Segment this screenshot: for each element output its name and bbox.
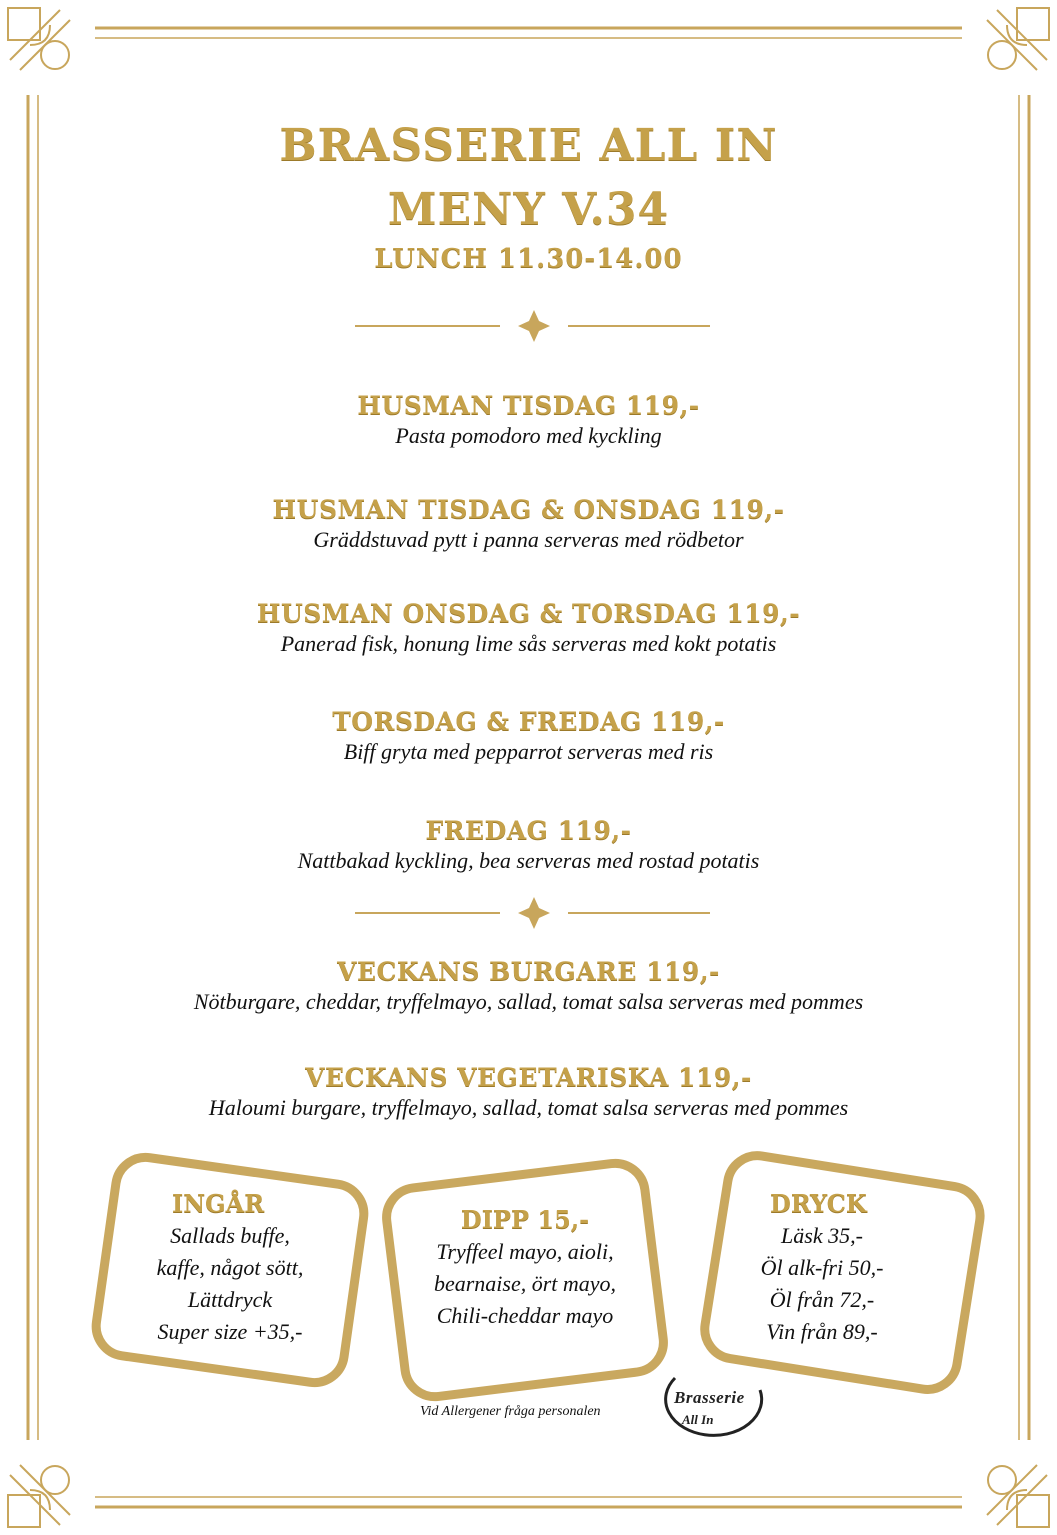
menu-item-name: HUSMAN TISDAG & ONSDAG 119,- bbox=[272, 495, 785, 524]
box-line: Öl alk-fri 50,- bbox=[760, 1255, 884, 1280]
menu-item-description: Gräddstuvad pytt i panna serveras med rödbetor bbox=[313, 527, 744, 552]
ingar-box bbox=[120, 1188, 340, 1348]
menu-item bbox=[0, 815, 1057, 875]
box-line: Super size +35,- bbox=[157, 1319, 303, 1344]
restaurant-name: BRASSERIE ALL IN bbox=[279, 120, 778, 171]
allergen-note: Vid Allergener fråga personalen bbox=[420, 1404, 601, 1419]
box-title: DIPP 15,- bbox=[460, 1205, 590, 1234]
box-title: INGÅR bbox=[172, 1189, 265, 1218]
box-line: Chili-cheddar mayo bbox=[436, 1303, 614, 1328]
menu-item-description: Nattbakad kyckling, bea serveras med rostad potatis bbox=[297, 848, 760, 873]
menu-item-name: HUSMAN TISDAG 119,- bbox=[357, 391, 700, 420]
menu-item-description: Nötburgare, cheddar, tryffelmayo, sallad, tomat salsa serveras med pommes bbox=[193, 989, 864, 1014]
menu-item-name: HUSMAN ONSDAG & TORSDAG 119,- bbox=[256, 599, 801, 628]
lunch-hours: LUNCH 11.30-14.00 bbox=[374, 244, 683, 274]
box-line: Sallads buffe, bbox=[170, 1223, 290, 1248]
menu-item bbox=[0, 494, 1057, 554]
box-line: Vin från 89,- bbox=[766, 1319, 878, 1344]
logo-text: Brasserie bbox=[674, 1388, 745, 1407]
menu-item-description: Pasta pomodoro med kyckling bbox=[395, 423, 662, 448]
menu-item-description: Haloumi burgare, tryffelmayo, sallad, tomat salsa serveras med pommes bbox=[208, 1095, 849, 1120]
dryck-box bbox=[712, 1188, 932, 1348]
box-line: Läsk 35,- bbox=[781, 1223, 863, 1248]
menu-item-description: Biff gryta med pepparrot serveras med ris bbox=[343, 739, 714, 764]
logo-text: All In bbox=[682, 1412, 714, 1427]
divider-ornament bbox=[355, 897, 710, 929]
box-line: Tryffeel mayo, aioli, bbox=[436, 1239, 614, 1264]
box-line: Öl från 72,- bbox=[769, 1287, 875, 1312]
box-line: Lättdryck bbox=[187, 1287, 273, 1312]
menu-item bbox=[0, 956, 1057, 1016]
menu-item-description: Panerad fisk, honung lime sås serveras med kokt potatis bbox=[280, 631, 777, 656]
brasserie-logo bbox=[660, 1370, 770, 1450]
divider-ornament bbox=[355, 310, 710, 342]
menu-item bbox=[0, 390, 1057, 450]
menu-item bbox=[0, 598, 1057, 658]
menu-item-name: VECKANS BURGARE 119,- bbox=[337, 957, 720, 986]
box-title: DRYCK bbox=[770, 1189, 867, 1218]
menu-item bbox=[0, 706, 1057, 766]
dipp-box bbox=[415, 1204, 635, 1332]
menu-item bbox=[0, 1062, 1057, 1122]
box-line: kaffe, något sött, bbox=[156, 1255, 304, 1280]
menu-item-name: VECKANS VEGETARISKA 119,- bbox=[305, 1063, 752, 1092]
menu-item-name: FREDAG 119,- bbox=[425, 816, 632, 845]
menu-week-title: MENY V.34 bbox=[387, 184, 670, 235]
menu-item-name: TORSDAG & FREDAG 119,- bbox=[332, 707, 725, 736]
box-line: bearnaise, ört mayo, bbox=[433, 1271, 617, 1296]
